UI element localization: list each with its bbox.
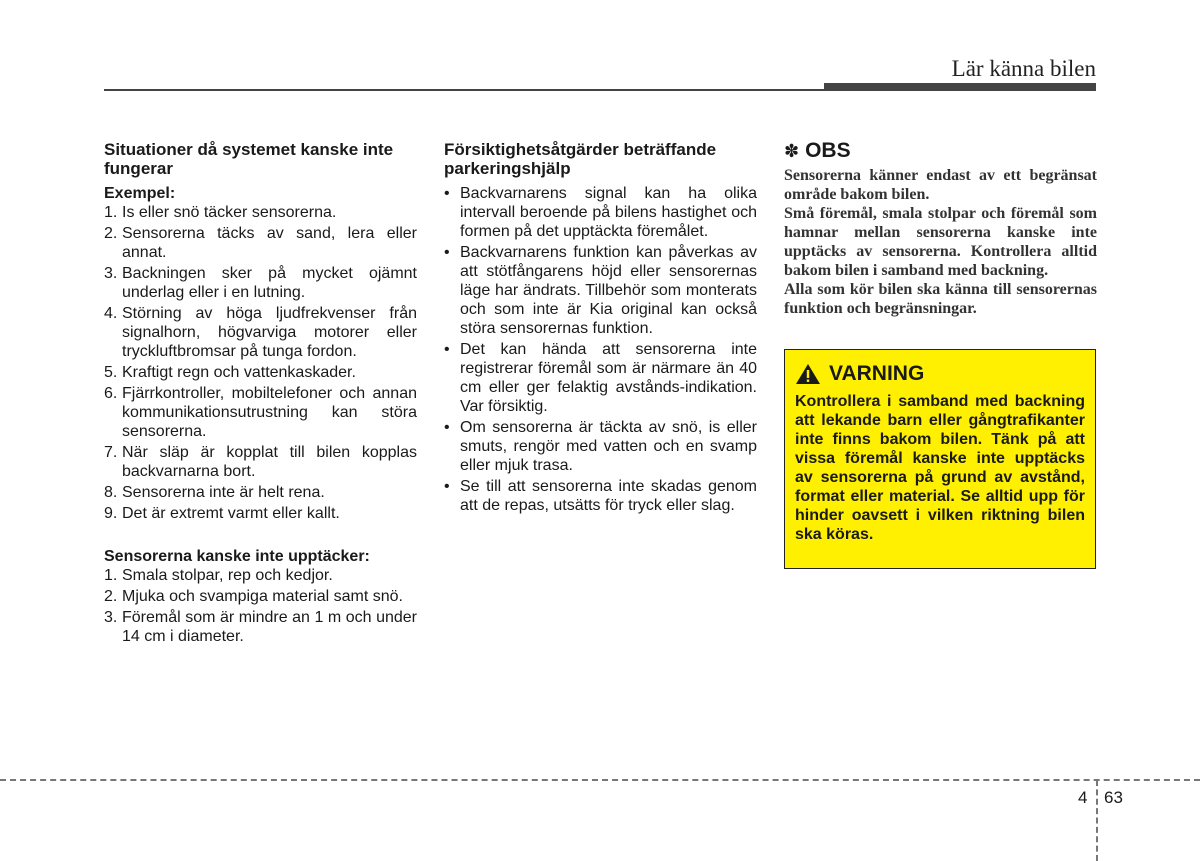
obs-title: OBS (805, 139, 851, 162)
footer-divider (0, 779, 1200, 781)
bullet-icon: • (444, 478, 450, 495)
page-number: 63 (1104, 788, 1123, 807)
example-label: Exempel: (104, 185, 176, 202)
list-item: 1. Smala stolpar, rep och kedjor. (104, 567, 333, 584)
list-item: 2. Sensorerna täcks av sand, lera eller annat. (104, 225, 417, 261)
list-item: 7. När släp är kopplat till bilen kopplas backvarnarna bort. (104, 444, 417, 480)
list-item: 2. Mjuka och svampiga material samt snö. (104, 588, 403, 605)
list-item: 3. Föremål som är mindre an 1 m och under 14 cm i diameter. (104, 609, 417, 645)
list-item: 6. Fjärrkontroller, mobiltelefoner och annan kommunikationsutrustning kan störa sensorerna. (104, 385, 417, 440)
obs-paragraph: Sensorerna känner endast av ett begränsat område bakom bilen. (784, 167, 1097, 203)
precautions-list (444, 184, 757, 515)
list-item: 8. Sensorerna inte är helt rena. (104, 484, 325, 501)
list-item: 5. Kraftigt regn och vattenkaskader. (104, 364, 356, 381)
chapter-number: 4 (1078, 788, 1088, 807)
bullet-icon: • (444, 419, 450, 436)
column-precautions (444, 140, 757, 517)
list-item: • Se till att sensorerna inte skadas genom att de repas, utsätts för tryck eller slag. (444, 478, 757, 514)
list-item: 4. Störning av höga ljudfrekvenser från signalhorn, högvarviga motorer eller tryckluftbromsar på tunga fordon. (104, 305, 417, 360)
page-header-title: Lär känna bilen (951, 56, 1096, 81)
list-item: 3. Backningen sker på mycket ojämnt underlag eller i en lutning. (104, 265, 417, 301)
bullet-icon: • (444, 185, 450, 202)
warning-title: VARNING (829, 362, 925, 385)
bullet-icon: • (444, 341, 450, 358)
warning-triangle-icon (795, 363, 821, 385)
footer-divider-vertical (1096, 780, 1098, 861)
warning-heading (795, 362, 1085, 386)
asterisk-icon: ✽ (784, 141, 800, 161)
subheading-not-detected: Sensorerna kanske inte upptäcker: (104, 548, 370, 565)
section-heading-precautions: Försiktighetsåtgärder beträffande parkeringshjälp (444, 140, 717, 178)
list-item: • Om sensorerna är täckta av snö, is eller smuts, rengör med vatten och en svamp eller mjuk trasa. (444, 419, 757, 474)
example-list (104, 203, 417, 523)
list-item: • Det kan hända att sensorerna inte registrerar föremål som är närmare än 40 cm eller ger felaktig avstånds-indikation. Var försiktig. (444, 341, 757, 415)
list-item: 9. Det är extremt varmt eller kallt. (104, 505, 340, 522)
header-rule-accent (824, 83, 1096, 90)
obs-paragraph: Alla som kör bilen ska känna till sensorernas funktion och begränsningar. (784, 281, 1097, 317)
list-item: 1. Is eller snö täcker sensorerna. (104, 204, 337, 221)
column-notes (784, 140, 1097, 318)
list-item: • Backvarnarens signal kan ha olika intervall beroende på bilens hastighet och formen på det upptäckta föremålet. (444, 185, 757, 240)
obs-heading (784, 140, 1097, 162)
not-detected-list (104, 566, 417, 646)
bullet-icon: • (444, 244, 450, 261)
warning-box (784, 349, 1096, 569)
section-heading-situations: Situationer då systemet kanske inte fungerar (104, 140, 394, 178)
spacer (104, 525, 417, 547)
obs-paragraph: Små föremål, smala stolpar och föremål som hamnar mellan sensorerna kanske inte upptäcks av sensorerna. Kontrollera alltid bakom bilen i samband med backning. (784, 205, 1097, 279)
warning-text: Kontrollera i samband med backning att lekande barn eller gångtrafikanter inte finns bakom bilen. Tänk på att vissa föremål kanske inte upptäcks av sensorerna på grund av avstånd, format eller material. Se alltid upp för hinder oavsett i vilken riktning bilen ska köras. (795, 393, 1085, 543)
list-item: • Backvarnarens funktion kan påverkas av att stötfångarens höjd eller sensorernas läge har ändrats. Tillbehör som monterats och som inte är Kia original kan också störa sensorernas funktion. (444, 244, 757, 337)
column-situations (104, 140, 417, 648)
